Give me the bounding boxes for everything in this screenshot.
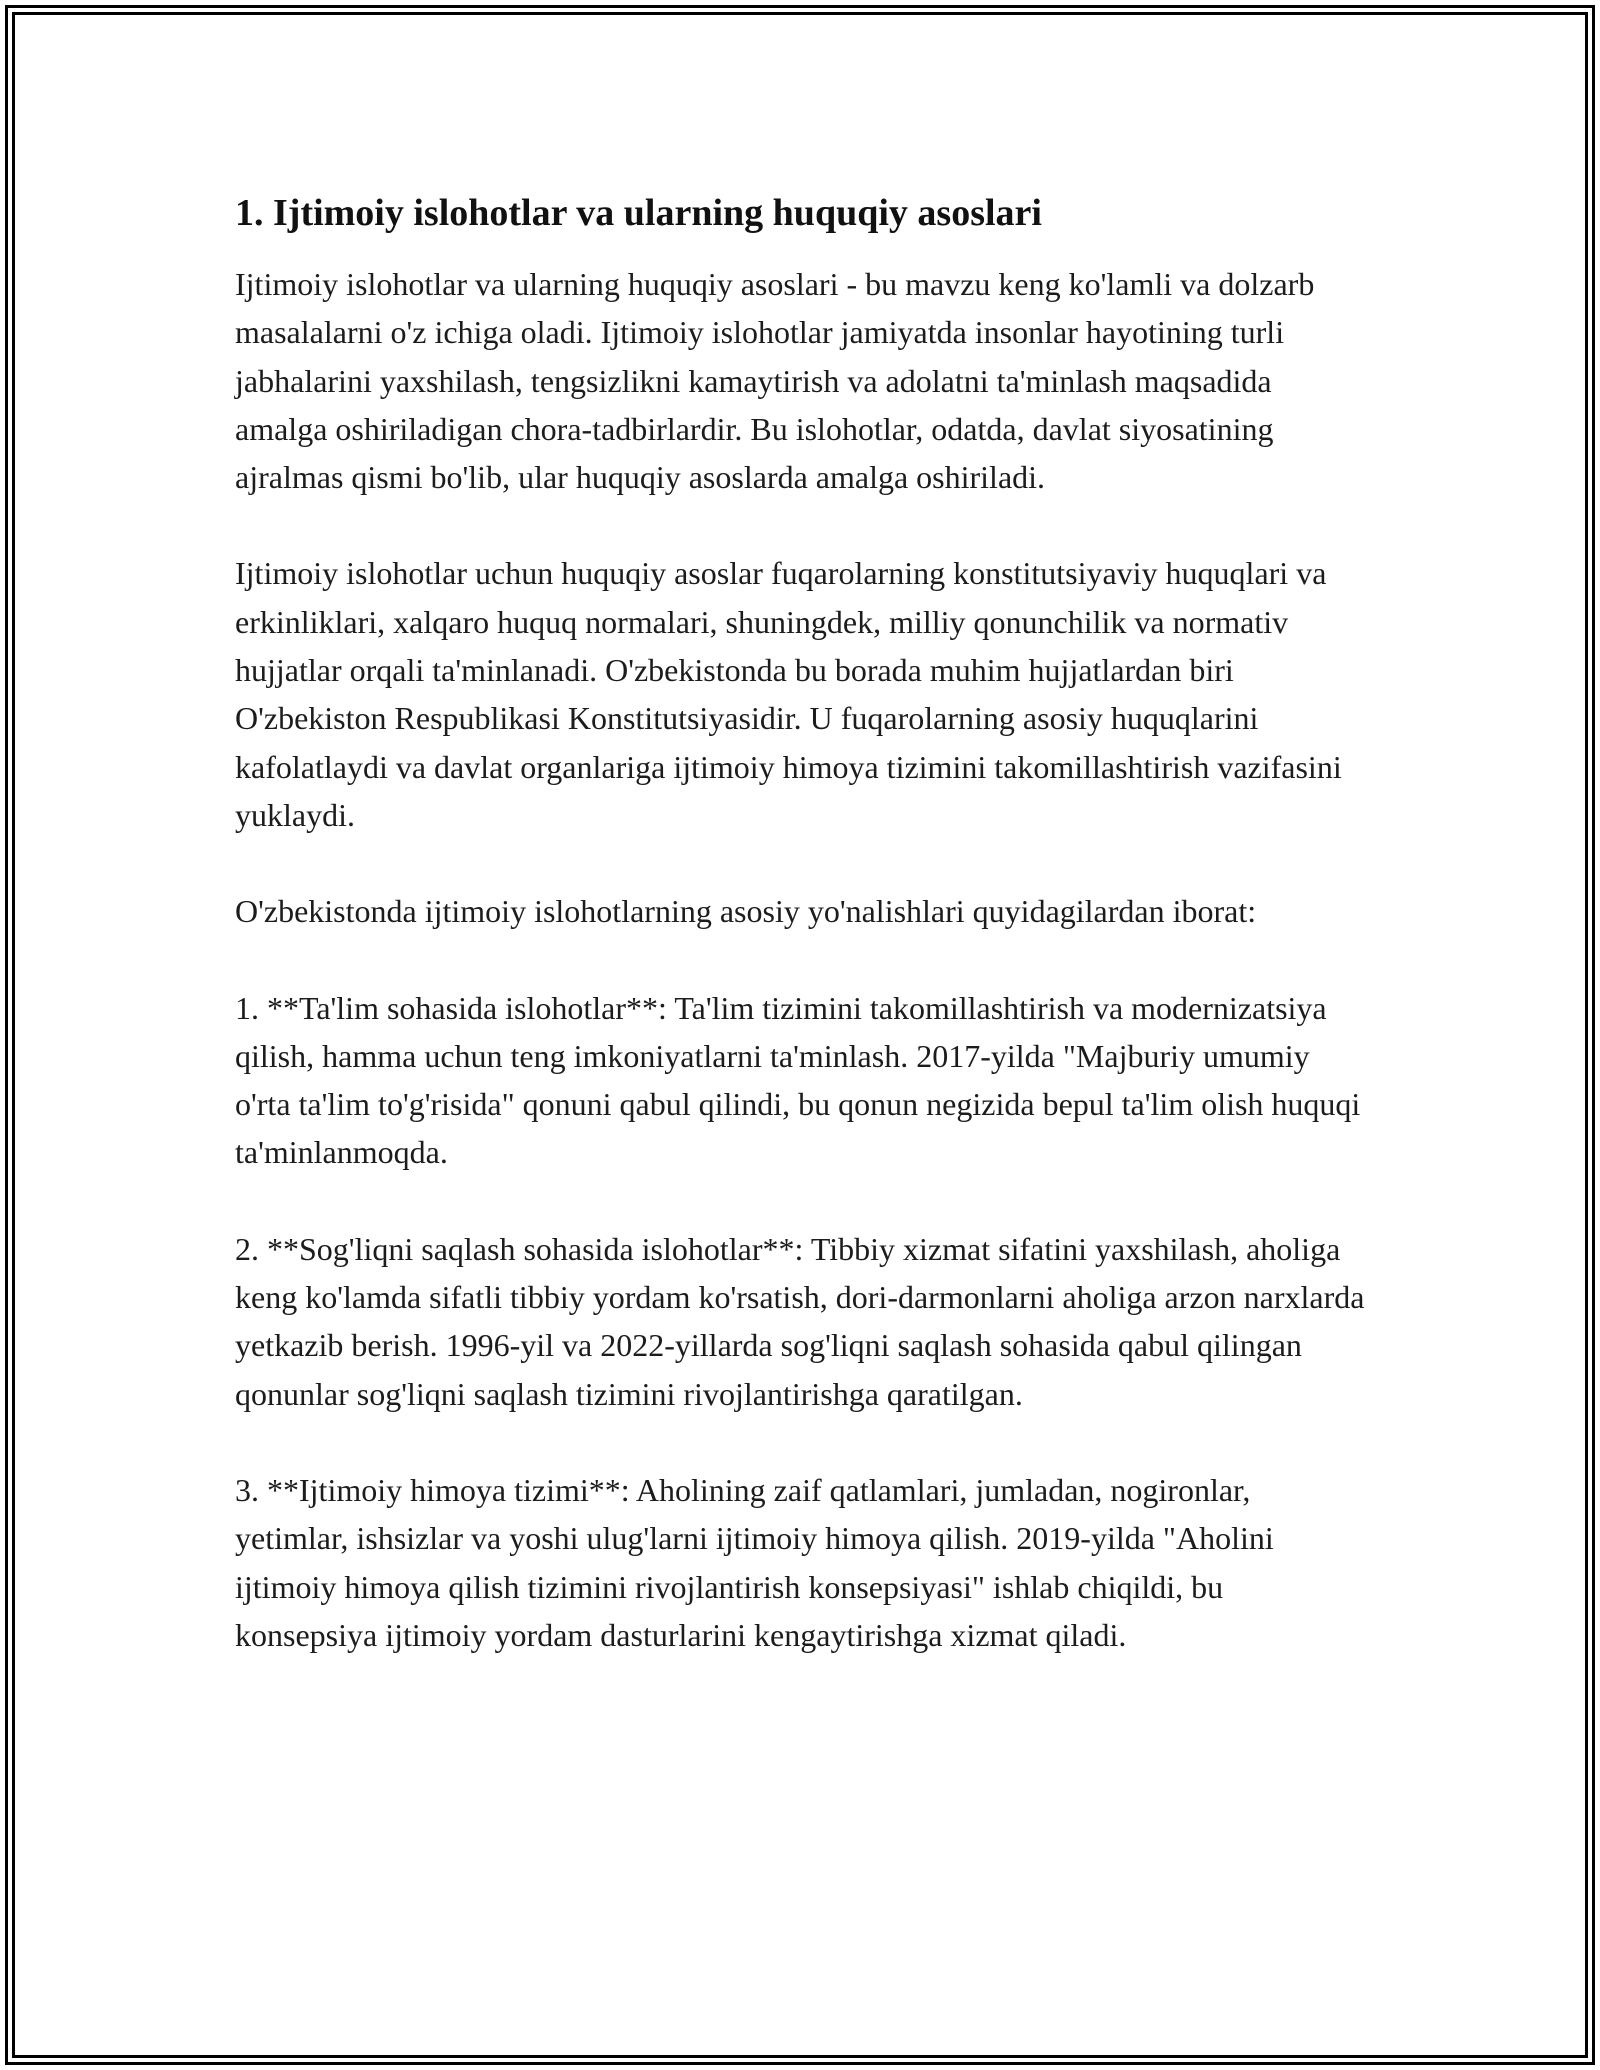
paragraph-legal-basis: Ijtimoiy islohotlar uchun huquqiy asoslar fuqarolarning konstitutsiyaviy huquqlari va erkinliklari, xalqaro huquq normalari, shuningdek, milliy qonunchilik va normativ hujjatlar orqali ta'minlanadi. O'zbekistonda bu borada muhim hujjatlardan biri O'zbekiston Respublikasi Konstitutsiyasidir. U fuqarolarning asosiy huquqlarini kafolatlaydi va davlat organlariga ijtimoiy himoya tizimini takomillashtirish vazifasini yuklaydi. [235, 555, 1342, 833]
section-heading: 1. Ijtimoiy islohotlar va ularning huquqiy asoslari [235, 192, 1042, 234]
paragraph-intro: Ijtimoiy islohotlar va ularning huquqiy asoslari - bu mavzu keng ko'lamli va dolzarb masalalarni o'z ichiga oladi. Ijtimoiy islohotlar jamiyatda insonlar hayotining turli jabhalarini yaxshilash, tengsizlikni kamaytirish va adolatni ta'minlash maqsadida amalga oshiriladigan chora-tadbirlardir. Bu islohotlar, odatda, davlat siyosatining ajralmas qismi bo'lib, ular huquqiy asoslarda amalga oshiriladi. [235, 266, 1315, 496]
list-item-healthcare: 2. **Sog'liqni saqlash sohasida islohotlar**: Tibbiy xizmat sifatini yaxshilash, aholiga keng ko'lamda sifatli tibbiy yordam ko'rsatish, dori-darmonlarni aholiga arzon narxlarda yetkazib berish. 1996-yil va 2022-yillarda sog'liqni saqlash sohasida qabul qilingan qonunlar sog'liqni saqlash tizimini rivojlantirishga qaratilgan. [235, 1230, 1365, 1412]
list-item-education: 1. **Ta'lim sohasida islohotlar**: Ta'lim tizimini takomillashtirish va modernizatsiya qilish, hamma uchun teng imkoniyatlarni ta'minlash. 2017-yilda "Majburiy umumiy o'rta ta'lim to'g'risida" qonuni qabul qilindi, bu qonun negizida bepul ta'lim olish huquqi ta'minlanmoqda. [235, 989, 1361, 1171]
list-item-social-protection: 3. **Ijtimoiy himoya tizimi**: Aholining zaif qatlamlari, jumladan, nogironlar, yetimlar, ishsizlar va yoshi ulug'larni ijtimoiy himoya qilish. 2019-yilda "Aholini ijtimoiy himoya qilish tizimini rivojlantirish konsepsiyasi" ishlab chiqildi, bu konsepsiya ijtimoiy yordam dasturlarini kengaytirishga xizmat qiladi. [235, 1471, 1274, 1653]
document-body [235, 188, 1365, 1707]
paragraph-directions: O'zbekistonda ijtimoiy islohotlarning asosiy yo'nalishlari quyidagilardan iborat: [235, 893, 1257, 930]
